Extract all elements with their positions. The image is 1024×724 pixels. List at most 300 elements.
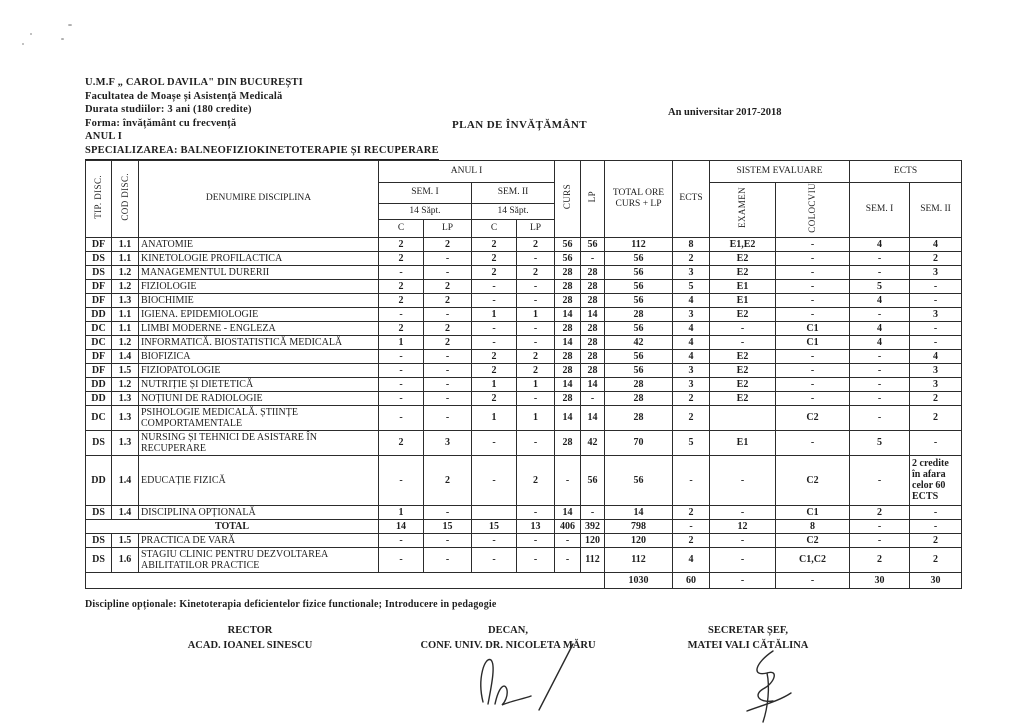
table-cell: 5 xyxy=(673,430,710,455)
table-cell: - xyxy=(517,430,555,455)
table-cell: 112 xyxy=(581,547,605,572)
table-cell: 8 xyxy=(673,237,710,251)
table-cell: BIOFIZICA xyxy=(139,349,379,363)
table-cell: - xyxy=(910,335,962,349)
disciplines-tbody xyxy=(86,237,962,588)
table-cell: 2 xyxy=(910,547,962,572)
table-cell: 120 xyxy=(581,533,605,547)
table-cell: C1 xyxy=(776,335,850,349)
table-cell: DF xyxy=(86,279,112,293)
table-cell: 14 xyxy=(555,405,581,430)
table-cell: 2 xyxy=(517,363,555,377)
scan-speck xyxy=(22,43,24,45)
table-cell: 4 xyxy=(850,321,910,335)
table-cell: E1,E2 xyxy=(710,237,776,251)
table-cell: - xyxy=(517,391,555,405)
table-cell: - xyxy=(517,279,555,293)
table-cell: 2 xyxy=(910,405,962,430)
discipline-row xyxy=(86,349,962,363)
table-cell: DS xyxy=(86,265,112,279)
table-cell: 14 xyxy=(555,307,581,321)
table-cell: 28 xyxy=(581,293,605,307)
col-header-weeks2: 14 Săpt. xyxy=(472,203,555,219)
table-cell: - xyxy=(424,349,472,363)
table-cell: 1.1 xyxy=(112,321,139,335)
scan-speck xyxy=(61,38,64,40)
table-cell: 14 xyxy=(555,505,581,519)
table-cell: - xyxy=(517,547,555,572)
col-header-tip-disc: TIP. DISC. xyxy=(86,161,112,238)
table-cell: 2 xyxy=(424,321,472,335)
table-cell: DF xyxy=(86,363,112,377)
table-cell: E2 xyxy=(710,349,776,363)
col-header-sem1: SEM. I xyxy=(379,183,472,204)
table-cell: STAGIU CLINIC PENTRU DEZVOLTAREA ABILITATILOR PRACTICE xyxy=(139,547,379,572)
table-cell: 70 xyxy=(605,430,673,455)
table-cell: 56 xyxy=(581,237,605,251)
table-cell: FIZIOLOGIE xyxy=(139,279,379,293)
table-cell: 42 xyxy=(581,430,605,455)
discipline-row xyxy=(86,430,962,455)
table-cell: DS xyxy=(86,430,112,455)
table-cell: BIOCHIMIE xyxy=(139,293,379,307)
table-cell: DD xyxy=(86,377,112,391)
table-cell: 3 xyxy=(673,363,710,377)
table-cell: - xyxy=(472,455,517,505)
col-header-sistem-evaluare: SISTEM EVALUARE xyxy=(710,161,850,183)
table-cell: - xyxy=(776,377,850,391)
table-cell: - xyxy=(710,335,776,349)
table-cell: 4 xyxy=(673,547,710,572)
discipline-row xyxy=(86,293,962,307)
table-cell: 1.2 xyxy=(112,377,139,391)
table-cell: E1 xyxy=(710,279,776,293)
table-cell: - xyxy=(379,455,424,505)
table-cell: 2 xyxy=(379,430,424,455)
table-cell: 56 xyxy=(605,279,673,293)
table-cell: C2 xyxy=(776,533,850,547)
specialization-line: SPECIALIZAREA: BALNEOFIZIOKINETOTERAPIE ȘI RECUPERARE xyxy=(85,144,439,160)
discipline-row xyxy=(86,533,962,547)
table-cell: 1 xyxy=(517,307,555,321)
table-cell: 2 xyxy=(379,279,424,293)
col-header-c1: C xyxy=(379,220,424,237)
table-cell: - xyxy=(517,321,555,335)
table-cell: - xyxy=(776,293,850,307)
total-row xyxy=(86,519,962,533)
table-cell: 5 xyxy=(850,430,910,455)
scan-speck xyxy=(30,33,32,35)
institution-line: U.M.F „ CAROL DAVILA" DIN BUCUREȘTI xyxy=(85,77,303,88)
table-cell: NURSING ȘI TEHNICI DE ASISTARE ÎN RECUPERARE xyxy=(139,430,379,455)
discipline-row xyxy=(86,237,962,251)
table-cell: 15 xyxy=(472,519,517,533)
table-cell: 28 xyxy=(581,335,605,349)
table-cell: - xyxy=(910,505,962,519)
table-cell: 1.3 xyxy=(112,391,139,405)
table-cell: - xyxy=(850,391,910,405)
table-cell: - xyxy=(424,265,472,279)
table-cell: - xyxy=(776,572,850,588)
table-cell: 1.1 xyxy=(112,307,139,321)
table-cell: 2 xyxy=(379,321,424,335)
table-cell: 2 credite în afara celor 60 ECTS xyxy=(910,455,962,505)
table-cell: - xyxy=(472,293,517,307)
table-cell: - xyxy=(710,572,776,588)
table-cell: - xyxy=(379,307,424,321)
table-cell: - xyxy=(517,251,555,265)
table-cell: E2 xyxy=(710,251,776,265)
table-cell: 2 xyxy=(517,237,555,251)
col-header-lp1: LP xyxy=(424,220,472,237)
table-cell: - xyxy=(555,533,581,547)
col-header-weeks1: 14 Săpt. xyxy=(379,203,472,219)
table-cell: 14 xyxy=(581,377,605,391)
table-cell: 1 xyxy=(472,377,517,391)
table-cell: 1.4 xyxy=(112,505,139,519)
table-cell: 1.4 xyxy=(112,455,139,505)
table-cell: 28 xyxy=(581,321,605,335)
table-cell: 14 xyxy=(379,519,424,533)
table-cell: E1 xyxy=(710,293,776,307)
table-cell: 5 xyxy=(673,279,710,293)
table-cell: DC xyxy=(86,321,112,335)
table-cell: 28 xyxy=(555,321,581,335)
table-cell: DS xyxy=(86,251,112,265)
table-cell: 4 xyxy=(850,237,910,251)
table-cell: 1 xyxy=(517,377,555,391)
col-header-ects-sem1: SEM. I xyxy=(850,183,910,238)
table-cell: - xyxy=(555,547,581,572)
table-cell: - xyxy=(710,505,776,519)
table-cell: 3 xyxy=(673,377,710,391)
table-cell: LIMBI MODERNE - ENGLEZA xyxy=(139,321,379,335)
discipline-row xyxy=(86,547,962,572)
table-cell: - xyxy=(850,349,910,363)
table-cell: 1.1 xyxy=(112,237,139,251)
table-cell: - xyxy=(472,547,517,572)
table-cell: DC xyxy=(86,335,112,349)
table-cell: 3 xyxy=(910,363,962,377)
table-cell: 2 xyxy=(673,405,710,430)
col-header-sem2: SEM. II xyxy=(472,183,555,204)
discipline-row xyxy=(86,321,962,335)
scan-speck xyxy=(68,24,72,26)
table-cell: - xyxy=(776,307,850,321)
table-cell: - xyxy=(379,547,424,572)
table-cell: - xyxy=(776,265,850,279)
table-cell: DF xyxy=(86,349,112,363)
table-cell xyxy=(86,572,605,588)
table-cell: DS xyxy=(86,533,112,547)
table-cell: - xyxy=(379,363,424,377)
table-cell: 56 xyxy=(605,265,673,279)
table-cell: DISCIPLINA OPȚIONALĂ xyxy=(139,505,379,519)
table-cell: 28 xyxy=(605,405,673,430)
discipline-row xyxy=(86,391,962,405)
table-cell: EDUCAȚIE FIZICĂ xyxy=(139,455,379,505)
table-cell: 2 xyxy=(910,391,962,405)
col-header-anul: ANUL I xyxy=(379,161,555,183)
table-cell: 56 xyxy=(605,455,673,505)
table-cell: 1 xyxy=(472,405,517,430)
table-cell: 4 xyxy=(910,237,962,251)
discipline-row xyxy=(86,455,962,505)
table-cell: 28 xyxy=(581,279,605,293)
table-cell: 2 xyxy=(673,391,710,405)
table-cell: 28 xyxy=(555,293,581,307)
table-cell: 1030 xyxy=(605,572,673,588)
table-cell: 406 xyxy=(555,519,581,533)
table-cell: - xyxy=(673,455,710,505)
table-cell: - xyxy=(850,377,910,391)
table-cell xyxy=(710,405,776,430)
discipline-row xyxy=(86,279,962,293)
table-cell: 4 xyxy=(673,349,710,363)
table-cell: 56 xyxy=(555,251,581,265)
table-cell: 2 xyxy=(424,279,472,293)
table-cell: - xyxy=(910,519,962,533)
table-cell: 1.4 xyxy=(112,349,139,363)
table-cell: - xyxy=(776,430,850,455)
table-cell: - xyxy=(850,455,910,505)
discipline-row xyxy=(86,405,962,430)
table-cell: TOTAL xyxy=(86,519,379,533)
signature-role: DECAN, xyxy=(488,625,528,636)
table-cell: 1 xyxy=(379,505,424,519)
table-cell: 1.2 xyxy=(112,335,139,349)
table-cell: 2 xyxy=(424,293,472,307)
table-cell: - xyxy=(710,321,776,335)
table-cell: 798 xyxy=(605,519,673,533)
table-cell: - xyxy=(424,505,472,519)
decan-handwritten-signature xyxy=(455,638,585,720)
col-header-ects: ECTS xyxy=(673,161,710,238)
table-cell: - xyxy=(710,533,776,547)
table-cell: 56 xyxy=(581,455,605,505)
discipline-row xyxy=(86,363,962,377)
table-cell: 1.3 xyxy=(112,405,139,430)
table-cell: 1.3 xyxy=(112,293,139,307)
table-cell xyxy=(472,505,517,519)
table-cell: DD xyxy=(86,307,112,321)
table-cell: - xyxy=(424,391,472,405)
table-cell: 28 xyxy=(581,265,605,279)
discipline-row xyxy=(86,335,962,349)
table-cell: 30 xyxy=(850,572,910,588)
table-cell: 28 xyxy=(581,363,605,377)
table-cell: MANAGEMENTUL DURERII xyxy=(139,265,379,279)
table-cell: 3 xyxy=(673,307,710,321)
table-cell: 14 xyxy=(581,307,605,321)
table-cell: - xyxy=(710,455,776,505)
table-cell: 2 xyxy=(379,251,424,265)
table-cell: - xyxy=(424,377,472,391)
signature-name: CONF. UNIV. DR. NICOLETA MĂRU xyxy=(420,639,596,651)
table-cell: 2 xyxy=(472,237,517,251)
col-header-curs: CURS xyxy=(555,161,581,238)
table-cell: C2 xyxy=(776,455,850,505)
table-cell: E1 xyxy=(710,430,776,455)
table-cell: - xyxy=(424,405,472,430)
table-cell: C1 xyxy=(776,505,850,519)
table-cell: 8 xyxy=(776,519,850,533)
table-cell: 2 xyxy=(910,251,962,265)
table-cell: ANATOMIE xyxy=(139,237,379,251)
table-cell: 3 xyxy=(910,265,962,279)
table-cell: DD xyxy=(86,391,112,405)
table-cell: 14 xyxy=(555,335,581,349)
table-cell: 2 xyxy=(472,391,517,405)
table-cell: 56 xyxy=(555,237,581,251)
table-cell: 28 xyxy=(605,307,673,321)
table-cell: - xyxy=(555,455,581,505)
table-cell: - xyxy=(424,363,472,377)
table-cell: 2 xyxy=(424,455,472,505)
table-cell: PRACTICA DE VARĂ xyxy=(139,533,379,547)
table-cell: 1.3 xyxy=(112,430,139,455)
table-cell: DC xyxy=(86,405,112,430)
table-cell: C1,C2 xyxy=(776,547,850,572)
table-cell: 2 xyxy=(517,455,555,505)
table-cell: - xyxy=(776,251,850,265)
table-cell: FIZIOPATOLOGIE xyxy=(139,363,379,377)
table-cell: 2 xyxy=(673,251,710,265)
col-header-lp2: LP xyxy=(517,220,555,237)
table-cell: - xyxy=(379,377,424,391)
table-cell: 2 xyxy=(424,335,472,349)
table-cell: 1.5 xyxy=(112,363,139,377)
table-cell: - xyxy=(424,533,472,547)
table-cell: - xyxy=(910,293,962,307)
table-cell: - xyxy=(850,363,910,377)
table-cell: 1.6 xyxy=(112,547,139,572)
col-header-denumire: DENUMIRE DISCIPLINA xyxy=(139,161,379,238)
table-cell: 14 xyxy=(605,505,673,519)
table-cell: 2 xyxy=(910,533,962,547)
table-cell: KINETOLOGIE PROFILACTICA xyxy=(139,251,379,265)
col-header-ects-sem2: SEM. II xyxy=(910,183,962,238)
table-cell: DD xyxy=(86,455,112,505)
year-line: ANUL I xyxy=(85,131,123,143)
table-cell: 2 xyxy=(424,237,472,251)
table-cell: 14 xyxy=(555,377,581,391)
table-cell: - xyxy=(776,237,850,251)
table-cell: INFORMATICĂ. BIOSTATISTICĂ MEDICALĂ xyxy=(139,335,379,349)
table-cell: 3 xyxy=(673,265,710,279)
table-cell: 2 xyxy=(379,293,424,307)
table-cell: 14 xyxy=(581,405,605,430)
table-cell: - xyxy=(379,391,424,405)
table-cell: 5 xyxy=(850,279,910,293)
table-cell: - xyxy=(472,279,517,293)
secretar-handwritten-signature xyxy=(733,645,805,724)
signature-name: MATEI VALI CĂTĂLINA xyxy=(687,639,809,651)
table-cell: E2 xyxy=(710,307,776,321)
table-cell: - xyxy=(517,335,555,349)
table-cell: - xyxy=(581,391,605,405)
table-cell: - xyxy=(776,391,850,405)
table-header xyxy=(86,161,962,238)
col-header-lp: LP xyxy=(581,161,605,238)
table-cell: 15 xyxy=(424,519,472,533)
table-cell: 13 xyxy=(517,519,555,533)
table-cell: - xyxy=(379,265,424,279)
signature-role: RECTOR xyxy=(227,625,273,636)
table-cell: 2 xyxy=(517,265,555,279)
table-cell: - xyxy=(850,405,910,430)
curriculum-table xyxy=(85,160,962,589)
table-cell: 1.5 xyxy=(112,533,139,547)
table-cell: 2 xyxy=(472,265,517,279)
table-cell: 2 xyxy=(850,505,910,519)
table-cell: DF xyxy=(86,293,112,307)
col-header-c2: C xyxy=(472,220,517,237)
table-cell: - xyxy=(776,349,850,363)
table-cell: - xyxy=(776,363,850,377)
table-cell: 28 xyxy=(555,265,581,279)
plan-title: PLAN DE ÎNVĂȚĂMÂNT xyxy=(452,119,587,131)
table-cell: - xyxy=(517,505,555,519)
table-cell: PSIHOLOGIE MEDICALĂ. ȘTIINȚE COMPORTAMENTALE xyxy=(139,405,379,430)
duration-line: Durata studiilor: 3 ani (180 credite) xyxy=(85,104,252,116)
table-cell: 28 xyxy=(581,349,605,363)
table-cell: - xyxy=(850,307,910,321)
discipline-row xyxy=(86,307,962,321)
table-cell: 56 xyxy=(605,293,673,307)
table-cell: 28 xyxy=(605,377,673,391)
table-cell: - xyxy=(472,335,517,349)
table-cell: 4 xyxy=(850,293,910,307)
col-header-cod-disc: COD DISC. xyxy=(112,161,139,238)
table-cell: 28 xyxy=(555,349,581,363)
table-cell: 4 xyxy=(850,335,910,349)
table-cell: 3 xyxy=(910,377,962,391)
table-cell: 3 xyxy=(424,430,472,455)
grand-total-row xyxy=(86,572,962,588)
table-cell: - xyxy=(379,405,424,430)
table-cell: - xyxy=(910,430,962,455)
table-cell: E2 xyxy=(710,391,776,405)
table-cell: 56 xyxy=(605,363,673,377)
table-cell: E2 xyxy=(710,363,776,377)
table-cell: 42 xyxy=(605,335,673,349)
table-cell: 28 xyxy=(605,391,673,405)
table-cell: - xyxy=(850,519,910,533)
signature-name: ACAD. IOANEL SINESCU xyxy=(187,639,313,651)
faculty-line: Facultatea de Moașe și Asistență Medicală xyxy=(85,90,283,102)
col-header-colocviu: COLOCVIU xyxy=(776,183,850,238)
table-cell: C2 xyxy=(776,405,850,430)
table-cell: - xyxy=(581,251,605,265)
table-cell: 2 xyxy=(379,237,424,251)
table-cell: 28 xyxy=(555,363,581,377)
table-cell: - xyxy=(517,533,555,547)
table-cell: NOȚIUNI DE RADIOLOGIE xyxy=(139,391,379,405)
table-cell: 2 xyxy=(472,251,517,265)
table-cell: 392 xyxy=(581,519,605,533)
table-cell: 56 xyxy=(605,321,673,335)
table-cell: 1.2 xyxy=(112,279,139,293)
table-cell: - xyxy=(673,519,710,533)
table-cell: C1 xyxy=(776,321,850,335)
academic-year: An universitar 2017-2018 xyxy=(668,107,782,118)
table-cell: DS xyxy=(86,547,112,572)
table-cell: 60 xyxy=(673,572,710,588)
table-cell: 4 xyxy=(910,349,962,363)
table-cell: - xyxy=(910,279,962,293)
table-cell: 56 xyxy=(605,251,673,265)
